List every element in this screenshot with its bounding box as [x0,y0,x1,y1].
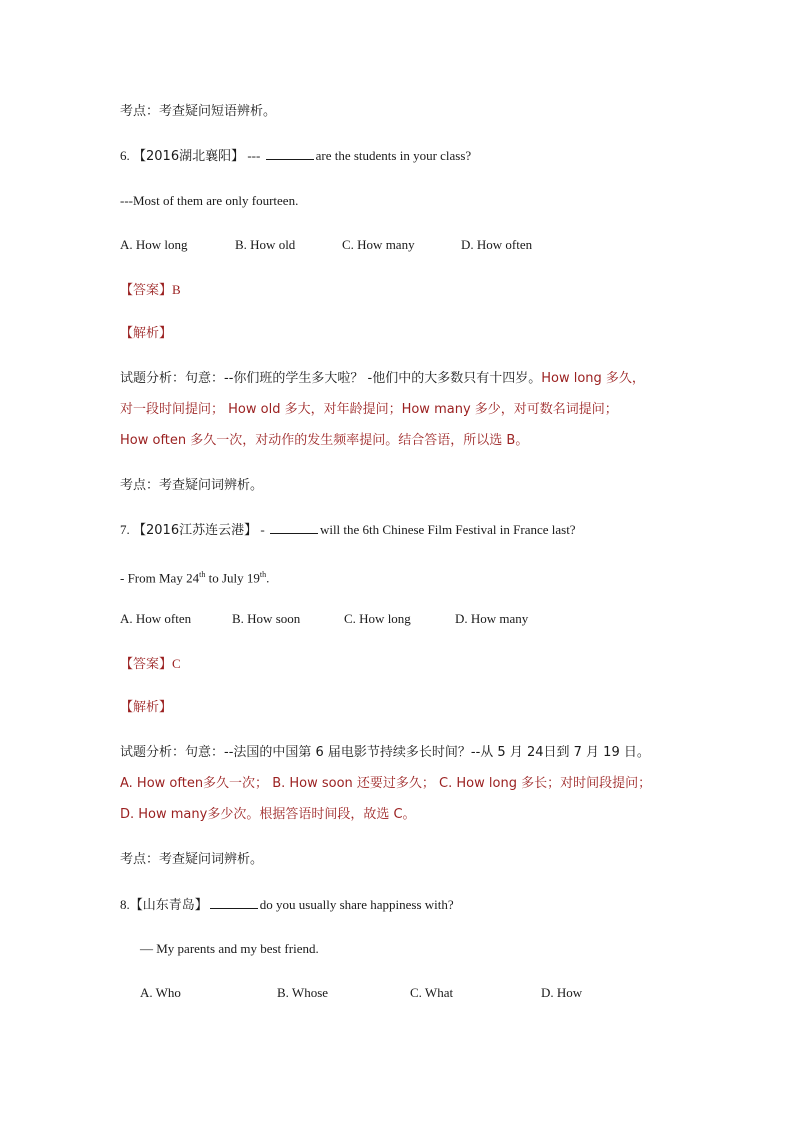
q8-number: 8. [120,897,130,912]
q8-blank [210,896,258,909]
q6-answer-value: B [172,282,181,297]
q8-source: 【山东青岛】 [129,898,208,913]
q8-option-d: D. How [541,985,583,1000]
q7-answer-pre: - From May 24 [120,570,200,586]
q6-analysis-line1 [120,370,645,388]
q6-option-a: A. How long [120,237,188,252]
q6-option-c: C. How many [342,237,415,252]
q7-answer-end: . [266,570,270,586]
q7-sup1: th [199,570,206,579]
q7-blank [270,521,318,534]
q7-stem-line [120,521,576,540]
q7-answer-line [120,566,269,587]
q5-kaodian: 考点：考查疑问短语辨析。 [120,104,277,119]
q6-answer-label: 【答案】 [120,283,173,298]
q6-stem-line [120,147,471,166]
q7-answer [120,655,181,674]
q6-dashes: --- [247,148,261,163]
q7-kaodian: 考点：考查疑问词辨析。 [120,852,264,867]
q7-stem: will the 6th Chinese Film Festival in France last? [319,522,576,537]
q7-source: 【2016江苏连云港】 [133,523,258,538]
q8-stem-line [120,896,454,915]
q6-number: 6. [120,148,130,163]
q6-answer-line: ---Most of them are only fourteen. [120,193,299,208]
q7-option-a: A. How often [120,611,192,626]
q6-blank [266,147,314,160]
q7-option-b: B. How soon [232,611,301,626]
q8-option-a: A. Who [140,985,181,1000]
q8-option-c: C. What [410,985,454,1000]
q6-analysis-line3: How often 多久一次，对动作的发生频率提问。结合答语，所以选 B。 [120,433,529,448]
q6-kaodian: 考点：考查疑问词辨析。 [120,478,264,493]
q6-analysis-1a: 试题分析：句意：--你们班的学生多大啦？ -他们中的大多数只有十四岁。 [120,371,542,386]
q8-stem: do you usually share happiness with? [259,897,454,912]
q6-analysis-line2: 对一段时间提问； How old 多大，对年龄提问；How many 多少，对可数名词提问； [120,402,618,417]
q7-analysis-label: 【解析】 [120,700,173,715]
q6-option-d: D. How often [461,237,533,252]
q7-answer-mid: to July 19 [205,570,260,586]
q6-answer [120,281,181,300]
q8-answer-line: — My parents and my best friend. [140,941,319,956]
q6-source: 【2016湖北襄阳】 [133,149,245,164]
q6-analysis-1b: How long 多久， [541,371,645,386]
q7-analysis-line2: A. How often多久一次； B. How soon 还要过多久； C. How long 多长；对时间段提问； [120,776,652,791]
q7-analysis-line1: 试题分析：句意：--法国的中国第 6 届电影节持续多长时间？--从 5 月 24日到 7 月 19 日。 [120,745,650,760]
q7-answer-label: 【答案】 [120,657,173,672]
q7-dash: - [260,522,265,537]
q6-analysis-label: 【解析】 [120,326,173,341]
q7-answer-value: C [172,656,181,671]
q6-option-b: B. How old [235,237,296,252]
q8-option-b: B. Whose [277,985,329,1000]
q7-number: 7. [120,522,130,537]
q7-sup2: th [259,570,267,579]
q7-option-d: D. How many [455,611,529,626]
q7-option-c: C. How long [344,611,411,626]
q6-stem: are the students in your class? [315,148,472,163]
q7-analysis-line3: D. How many多少次。根据答语时间段，故选 C。 [120,807,416,822]
